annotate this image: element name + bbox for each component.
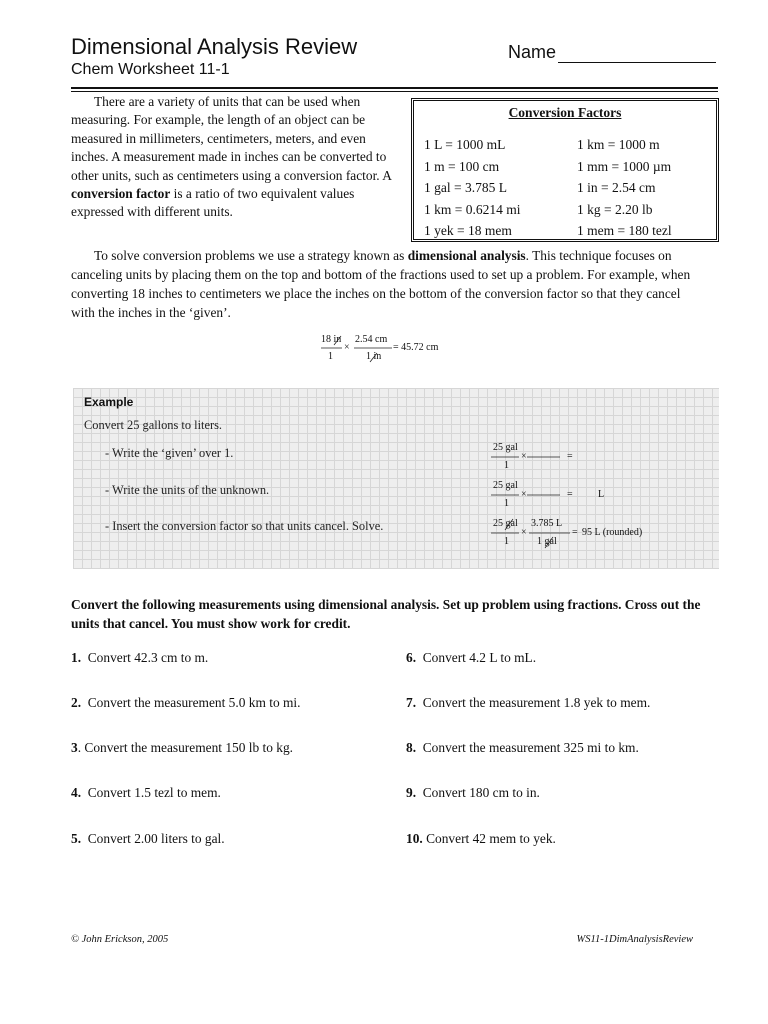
problem-7-num: 7. <box>406 695 417 710</box>
cf-left-4: 1 km = 0.6214 mi <box>424 202 521 217</box>
ex3-given-den: 1 <box>504 536 509 547</box>
problem-4-text: Convert 1.5 tezl to mem. <box>87 785 221 800</box>
cf-left-2: 1 m = 100 cm <box>424 159 500 174</box>
page-subtitle: Chem Worksheet 11-1 <box>71 61 230 78</box>
problem-2 <box>71 695 300 711</box>
problem-8-num: 8. <box>406 740 417 755</box>
ex2-given-den: 1 <box>504 498 509 509</box>
cf-right-2: 1 mm = 1000 µm <box>577 159 672 174</box>
intro-text-a: There are a variety of units that can be used when measuring. For example, the length of an object can be measured in millimeters, centimeters, meters, and even inches. A measurement made in inches can be converted to other units, such as centimeters using a conversion factor. A <box>71 94 392 183</box>
demo-factor-den: 1 in <box>366 351 382 362</box>
problem-3-num: 3 <box>71 740 78 755</box>
cf-right-5: 1 mem = 180 tezl <box>577 223 672 238</box>
demo-cancel-1 <box>334 336 341 345</box>
cf-right-3: 1 in = 2.54 cm <box>577 180 656 195</box>
ex3-factor-num: 3.785 L <box>531 518 563 529</box>
ex3-times: × <box>521 527 527 538</box>
name-label: Name <box>508 42 557 62</box>
problem-4 <box>71 785 221 801</box>
strategy-text-a: To solve conversion problems we use a strategy known as <box>94 248 408 263</box>
problem-1-num: 1. <box>71 650 82 665</box>
problem-1 <box>71 650 208 666</box>
ex3-equals: = <box>572 527 578 538</box>
cf-left-3: 1 gal = 3.785 L <box>424 180 507 195</box>
conversion-factors-title: Conversion Factors <box>508 105 622 120</box>
demo-given-num: 18 in <box>321 334 342 345</box>
problem-4-num: 4. <box>71 785 82 800</box>
problem-9 <box>406 785 540 801</box>
problem-3 <box>71 740 293 756</box>
footer-copyright: © John Erickson, 2005 <box>71 934 169 945</box>
problem-3-text: . Convert the measurement 150 lb to kg. <box>77 740 294 755</box>
demo-given-den: 1 <box>328 351 333 362</box>
ex1-times: × <box>521 451 527 462</box>
ex1-equals: = <box>567 451 573 462</box>
strategy-text-b: . This technique focuses on canceling units by placing them on the top and bottom of the fractions used to set up a problem. For example, when converting 18 inches to centimeters we place the inches on the bottom of the conversion factor so that they cancel with the inches in the ‘given’. <box>71 248 691 320</box>
ex2-unit: L <box>598 489 605 500</box>
ex3-cancel-1 <box>505 519 513 530</box>
problem-8-text: Convert the measurement 325 mi to km. <box>422 740 639 755</box>
problem-7 <box>406 695 650 711</box>
problem-9-text: Convert 180 cm to in. <box>422 785 540 800</box>
problem-5-text: Convert 2.00 liters to gal. <box>87 831 225 846</box>
cf-left-5: 1 yek = 18 mem <box>424 223 512 238</box>
demo-factor-num: 2.54 cm <box>355 334 388 345</box>
ex3-given-num: 25 gal <box>493 518 518 529</box>
intro-bold-term: conversion factor <box>71 186 171 202</box>
ex3-cancel-2 <box>545 537 553 548</box>
strategy-bold-term: dimensional analysis <box>407 248 526 263</box>
problem-6-num: 6. <box>406 650 417 665</box>
problem-6 <box>406 650 536 666</box>
ex2-given-num: 25 gal <box>493 480 518 491</box>
problem-10-text: Convert 42 mem to yek. <box>426 831 556 846</box>
footer-worksheet-id: WS11-1DimAnalysisReview <box>576 934 693 945</box>
example-heading: Example <box>84 395 134 409</box>
ex3-factor-den: 1 gal <box>537 536 557 547</box>
problem-5 <box>71 831 225 847</box>
ex1-given-den: 1 <box>504 460 509 471</box>
ex2-times: × <box>521 489 527 500</box>
cf-right-4: 1 kg = 2.20 lb <box>577 202 653 217</box>
problem-8 <box>406 740 639 756</box>
problem-1-text: Convert 42.3 cm to m. <box>87 650 209 665</box>
instructions: Convert the following measurements using dimensional analysis. Set up problem using fractions. Cross out the units that cancel. You must show work for credit. <box>71 597 701 631</box>
problem-9-num: 9. <box>406 785 417 800</box>
cf-left-1: 1 L = 1000 mL <box>424 137 506 152</box>
example-step-1: - Write the ‘given’ over 1. <box>105 446 234 460</box>
problem-6-text: Convert 4.2 L to mL. <box>422 650 537 665</box>
problem-7-text: Convert the measurement 1.8 yek to mem. <box>422 695 651 710</box>
demo-cancel-2 <box>370 353 377 362</box>
intro-text-b: is a ratio of two equivalent values expressed with different units. <box>71 186 355 220</box>
problem-5-num: 5. <box>71 831 82 846</box>
problem-10 <box>406 831 556 847</box>
demo-result: = 45.72 cm <box>393 342 439 353</box>
ex2-equals: = <box>567 489 573 500</box>
cf-right-1: 1 km = 1000 m <box>577 137 660 152</box>
page-title: Dimensional Analysis Review <box>71 34 358 59</box>
example-step-2: - Write the units of the unknown. <box>105 483 270 497</box>
ex1-given-num: 25 gal <box>493 442 518 453</box>
problem-10-num: 10. <box>406 831 423 846</box>
problem-2-text: Convert the measurement 5.0 km to mi. <box>87 695 301 710</box>
problem-2-num: 2. <box>71 695 82 710</box>
example-prompt: Convert 25 gallons to liters. <box>84 418 223 432</box>
ex3-answer: 95 L (rounded) <box>582 527 643 538</box>
demo-times: × <box>344 342 350 353</box>
example-step-3: - Insert the conversion factor so that units cancel. Solve. <box>105 519 384 533</box>
